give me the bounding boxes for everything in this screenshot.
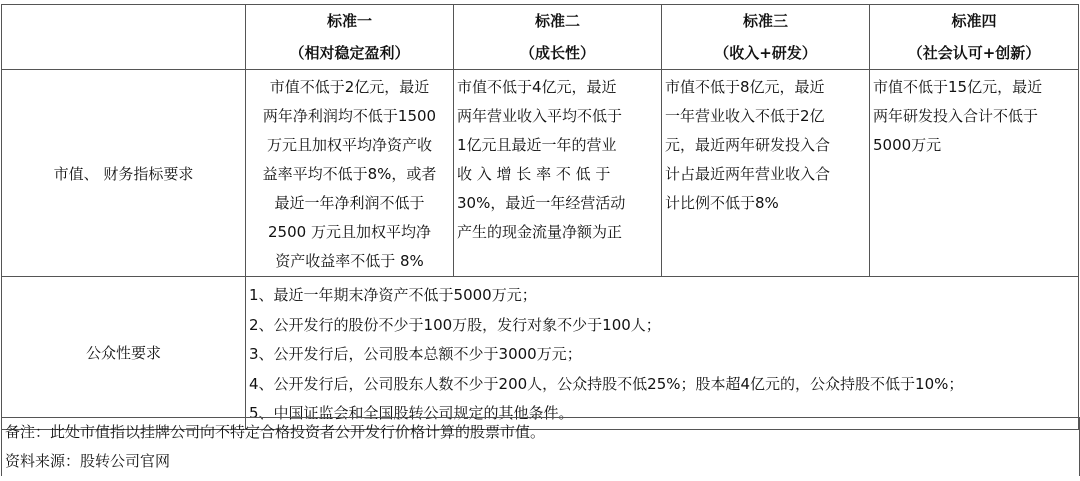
standard-3-cell	[662, 70, 870, 277]
cell-line: 最近一年净利润不低于	[274, 194, 425, 212]
header-subtitle: （社会认可+创新）	[907, 44, 1041, 62]
header-title: 标准二	[534, 12, 580, 30]
header-standard-2	[454, 5, 662, 70]
cell-line: 1亿元且最近一年的营业	[457, 136, 617, 154]
cell-line: 市值不低于2亿元，最近	[269, 78, 430, 96]
cell-line: 两年营业收入平均不低于	[457, 107, 623, 125]
cell-line: 30%，最近一年经营活动	[457, 194, 626, 212]
cell-line: 产生的现金流量净额为正	[457, 223, 623, 241]
header-subtitle: （成长性）	[519, 44, 595, 62]
requirement-item: 1、最近一年期末净资产不低于5000万元；	[249, 286, 537, 304]
cell-line: 2500 万元且加权平均净	[268, 223, 431, 241]
requirement-item: 4、公开发行后，公司股东人数不少于200人，公众持股不低25%；股本超4亿元的，公众持股不低于10%；	[249, 374, 964, 393]
cell-line: 一年营业收入不低于2亿	[665, 107, 825, 125]
header-title: 标准一	[326, 12, 372, 30]
standard-4-cell	[870, 70, 1079, 277]
standard-2-cell	[454, 70, 662, 277]
header-subtitle: （收入+研发）	[714, 44, 817, 62]
requirement-item: 2、公开发行的股份不少于100万股，发行对象不少于100人；	[249, 315, 661, 334]
header-standard-1	[246, 5, 454, 70]
header-standard-4	[870, 5, 1079, 70]
cell-line: 市值不低于8亿元，最近	[665, 78, 825, 96]
financial-row	[2, 70, 1079, 277]
cell-line: 两年研发投入合计不低于	[873, 107, 1039, 125]
cell-line: 市值不低于15亿元，最近	[873, 78, 1043, 96]
public-row	[2, 277, 1079, 430]
financial-row-label: 市值、 财务指标要求	[2, 70, 246, 277]
cell-line: 元，最近两年研发投入合	[665, 136, 831, 154]
cell-line: 两年净利润均不低于1500	[262, 107, 437, 125]
notes-section	[1, 417, 1080, 476]
cell-line: 计比例不低于8%	[665, 194, 779, 212]
requirement-item: 5、中国证监会和全国股转公司规定的其他条件。	[249, 404, 574, 422]
requirement-item: 3、公开发行后，公司股本总额不少于3000万元；	[249, 345, 582, 363]
header-title: 标准四	[951, 12, 997, 30]
public-row-label: 公众性要求	[2, 277, 246, 430]
source-line: 资料来源：股转公司官网	[5, 452, 171, 470]
standard-1-cell	[246, 70, 454, 277]
cell-line: 市值不低于4亿元，最近	[457, 78, 617, 96]
public-requirements-cell	[246, 277, 1079, 430]
listing-standards-table	[1, 4, 1079, 430]
header-row	[2, 5, 1079, 70]
header-title: 标准三	[742, 12, 788, 30]
cell-line: 5000万元	[873, 136, 942, 154]
cell-line: 资产收益率不低于 8%	[275, 252, 424, 270]
header-corner	[2, 5, 246, 70]
cell-line: 万元且加权平均净资产收	[266, 136, 432, 154]
cell-line: 益率平均不低于8%，或者	[262, 165, 437, 183]
cell-line: 计占最近两年营业收入合	[665, 165, 831, 183]
header-standard-3	[662, 5, 870, 70]
cell-line: 收 入 增 长 率 不 低 于	[457, 165, 611, 183]
table-note: 备注：此处市值指以挂牌公司向不特定合格投资者公开发行价格计算的股票市值。	[5, 423, 546, 441]
header-subtitle: （相对稳定盈利）	[289, 44, 410, 62]
